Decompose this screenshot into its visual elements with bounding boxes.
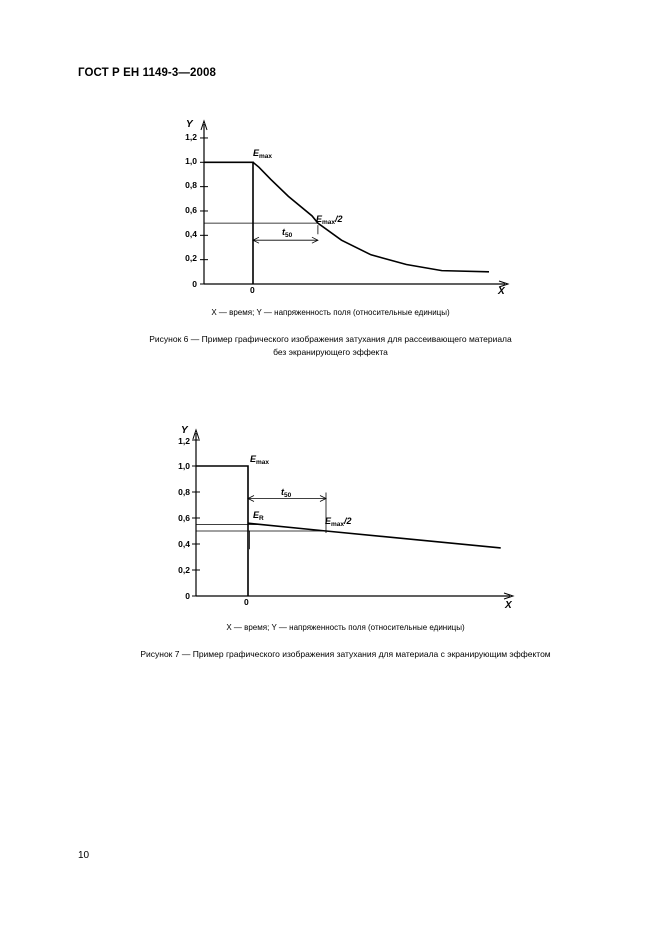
document-header: ГОСТ Р ЕН 1149-3—2008 (78, 67, 216, 79)
f6-ytick-label: 0 (192, 279, 197, 289)
f7-ytick-label: 0,2 (178, 565, 190, 575)
f6-y-axis-label: Y (186, 119, 193, 130)
f7-ytick-label: 0,8 (178, 487, 190, 497)
f7-ytick-label: 0,4 (178, 539, 190, 549)
f6-ytick-label: 0,4 (185, 229, 197, 239)
f6-ytick-label: 0,8 (185, 180, 197, 190)
f6-ytick-label: 1,0 (185, 156, 197, 166)
f6-ytick-label: 0,2 (185, 253, 197, 263)
figure-6-caption-line2: без экранирующего эффекта (273, 347, 388, 357)
figure-7-caption: Рисунок 7 — Пример графического изображения затухания для материала с экранирующим эффектом (140, 649, 551, 659)
f7-emax-label: Emax (250, 454, 270, 466)
f6-half-label: Emax/2 (316, 214, 343, 226)
figure-6-caption-line1: Рисунок 6 — Пример графического изображения затухания для рассеивающего материала (149, 334, 512, 344)
f7-t50-label: t50 (281, 487, 292, 499)
f6-x-zero-label: 0 (250, 285, 255, 295)
f7-decay-curve (248, 523, 501, 548)
figure-6-legend: X — время; Y — напряженность поля (относительные единицы) (211, 308, 450, 317)
f7-ytick-label: 1,0 (178, 461, 190, 471)
page-number: 10 (78, 850, 90, 861)
f6-emax-label: Emax (253, 148, 273, 160)
f7-x-axis-label: X (505, 600, 512, 611)
f7-ytick-label: 0,6 (178, 513, 190, 523)
f6-t50-label: t50 (282, 227, 293, 239)
figure-7-legend: X — время; Y — напряженность поля (относительные единицы) (226, 623, 465, 632)
f7-half-label: Emax/2 (325, 516, 352, 528)
f7-er-label: ER (253, 510, 264, 522)
f6-ytick-label: 1,2 (185, 132, 197, 142)
f7-ytick-label: 1,2 (178, 436, 190, 446)
f7-x-zero-label: 0 (244, 597, 249, 607)
f6-ytick-label: 0,6 (185, 205, 197, 215)
f7-ytick-label: 0 (185, 591, 190, 601)
f7-y-axis-label: Y (181, 425, 188, 436)
f6-x-axis-label: X (498, 286, 505, 297)
